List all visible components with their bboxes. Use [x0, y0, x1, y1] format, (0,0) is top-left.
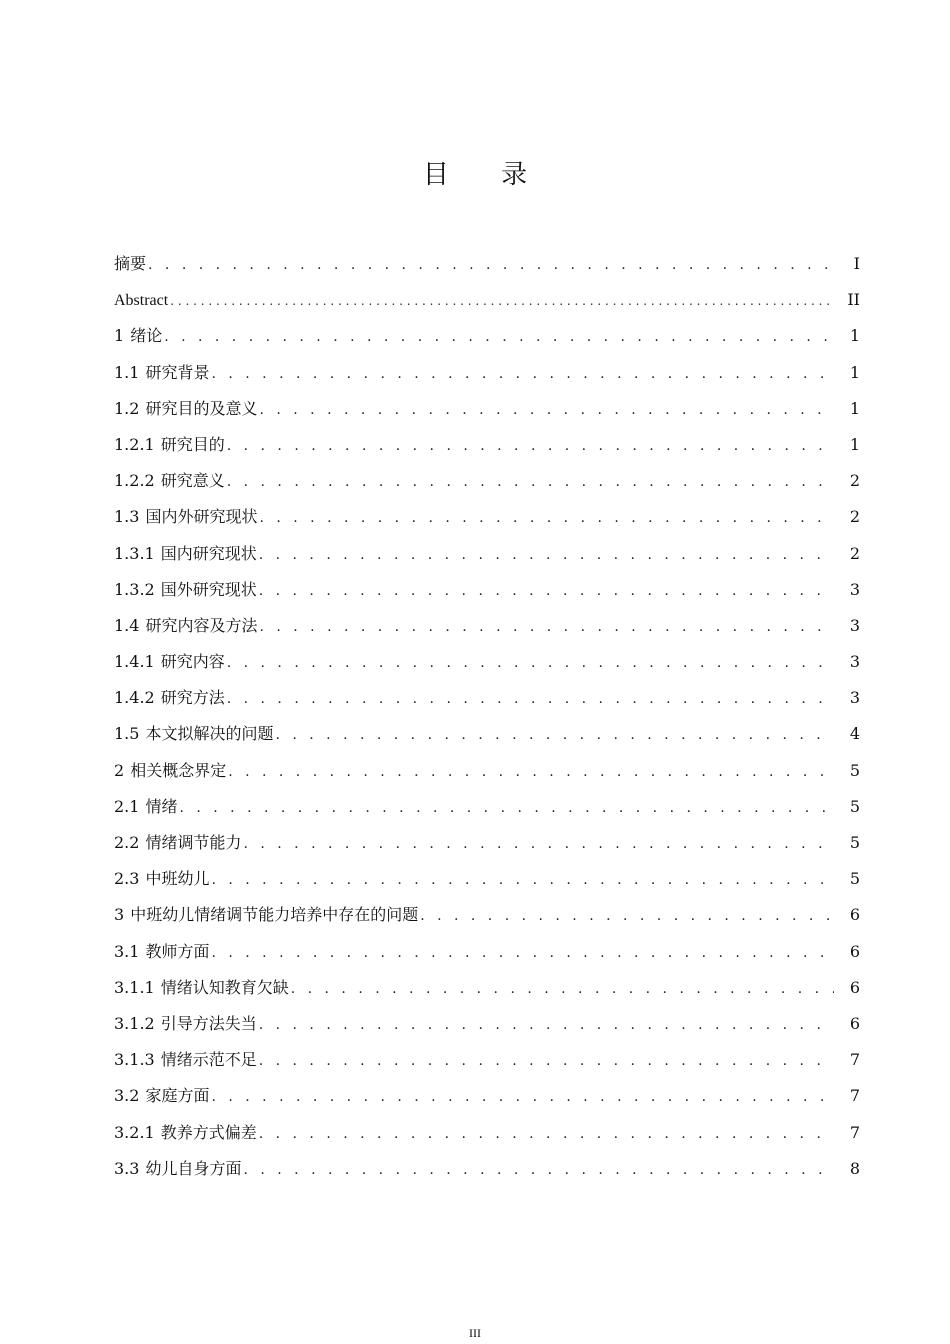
toc-dot-leader	[164, 319, 834, 355]
toc-entry[interactable]	[114, 825, 860, 861]
toc-entry-page: 3	[849, 688, 860, 708]
toc-entry[interactable]	[114, 1078, 860, 1114]
toc-entry[interactable]	[114, 246, 860, 282]
toc-entry-page: 1	[849, 398, 860, 418]
toc-entry-page: 6	[849, 977, 860, 997]
toc-entry-label: 本文拟解决的问题	[145, 724, 274, 744]
toc-entry-page: 5	[849, 833, 860, 852]
toc-entry-label: 国外研究现状	[160, 579, 257, 599]
toc-dot-leader	[179, 790, 834, 826]
toc-entry-number: 3.2.1	[114, 1122, 155, 1142]
toc-entry-number: 1.4.1	[114, 652, 155, 672]
toc-entry-label: 中班幼儿情绪调节能力培养中存在的问题	[130, 905, 419, 925]
toc-entry-label: 情绪	[145, 796, 178, 816]
toc-entry-number: 3	[114, 905, 125, 925]
toc-entry-number: 1	[114, 326, 125, 346]
toc-entry[interactable]	[114, 391, 860, 427]
toc-dot-leader	[228, 754, 834, 790]
toc-dot-leader	[243, 1152, 834, 1188]
toc-dot-leader	[259, 537, 834, 573]
toc-dot-leader	[259, 500, 834, 536]
toc-dot-leader	[211, 1079, 834, 1115]
toc-entry-label: 研究目的	[160, 434, 225, 454]
toc-entry-label: 绪论	[130, 326, 163, 346]
toc-entry[interactable]	[114, 680, 860, 716]
toc-entry-page: 7	[849, 1122, 860, 1142]
toc-entry-page: 5	[849, 869, 860, 889]
toc-entry-label: 研究目的及意义	[145, 398, 258, 418]
toc-entry-page: 3	[849, 579, 860, 599]
toc-entry-label: 幼儿自身方面	[145, 1158, 242, 1178]
toc-entry-label: 研究内容	[160, 652, 225, 672]
toc-entry[interactable]	[114, 1151, 860, 1187]
toc-dot-leader	[227, 464, 834, 500]
toc-entry-number: 1.4	[114, 615, 140, 635]
toc-entry-number: 1.5	[114, 724, 140, 744]
toc-entry-label: 研究意义	[160, 471, 225, 491]
toc-dot-leader	[259, 1007, 834, 1043]
toc-entry-number: 3.2	[114, 1086, 140, 1106]
toc-entry-label: Abstract	[114, 292, 169, 310]
toc-dot-leader	[227, 428, 834, 464]
toc-entry-label: 国内研究现状	[160, 543, 257, 563]
toc-entry[interactable]	[114, 644, 860, 680]
toc-entry-label: 教养方式偏差	[160, 1122, 257, 1142]
toc-entry-page: 4	[849, 724, 860, 744]
toc-entry-page: I	[853, 254, 860, 273]
toc-entry-page: 6	[849, 905, 860, 925]
toc-entry-label: 国内外研究现状	[145, 507, 258, 527]
toc-entry-page: 1	[849, 434, 860, 454]
toc-entry-label: 研究方法	[160, 688, 225, 708]
toc-entry-number: 2.1	[114, 796, 140, 816]
toc-entry-number: 3.3	[114, 1158, 140, 1178]
toc-entry[interactable]	[114, 1006, 860, 1042]
toc-entry-number: 3.1.2	[114, 1013, 155, 1033]
toc-entry-page: 2	[849, 471, 860, 491]
toc-entry-page: 5	[849, 796, 860, 816]
toc-entry-page: 2	[849, 543, 860, 563]
toc-entry-page: 1	[849, 362, 860, 382]
toc-entry-page: 8	[849, 1158, 860, 1178]
toc-entry[interactable]	[114, 427, 860, 463]
toc-entry[interactable]	[114, 355, 860, 391]
toc-entry-page: 2	[849, 507, 860, 527]
toc-entry-number: 3.1.1	[114, 977, 155, 997]
toc-dot-leader	[420, 898, 834, 934]
toc-entry[interactable]	[114, 861, 860, 897]
toc-entry-label: 摘要	[114, 254, 147, 273]
toc-entry-page: 6	[849, 1013, 860, 1033]
toc-dot-leader	[275, 717, 834, 753]
toc-entry-label: 家庭方面	[145, 1086, 210, 1106]
toc-entry-label: 中班幼儿	[145, 869, 210, 889]
toc-entry-number: 3.1.3	[114, 1050, 155, 1070]
toc-dot-leader	[211, 356, 834, 392]
toc-entry[interactable]	[114, 934, 860, 970]
toc-entry[interactable]	[114, 789, 860, 825]
toc-entry-label: 情绪调节能力	[145, 833, 242, 852]
toc-entry[interactable]	[114, 536, 860, 572]
page-number: III	[469, 1326, 481, 1340]
toc-entry-number: 2.3	[114, 869, 140, 889]
toc-dot-leader	[259, 1043, 834, 1079]
toc-entry-page: 7	[849, 1086, 860, 1106]
toc-dot-leader	[170, 283, 834, 319]
toc-entry-page: 6	[849, 941, 860, 961]
table-of-contents	[114, 246, 860, 1187]
toc-dot-leader	[291, 971, 834, 1007]
toc-entry-number: 2.2	[114, 833, 140, 852]
toc-dot-leader	[259, 392, 834, 428]
toc-entry-label: 情绪示范不足	[160, 1050, 257, 1070]
toc-entry[interactable]	[114, 897, 860, 933]
toc-dot-leader	[211, 935, 834, 971]
toc-entry-number: 1.2.2	[114, 471, 155, 491]
toc-entry[interactable]	[114, 716, 860, 752]
toc-entry-number: 1.1	[114, 362, 140, 382]
toc-entry[interactable]	[114, 499, 860, 535]
toc-entry-number: 1.2.1	[114, 434, 155, 454]
toc-entry[interactable]	[114, 1115, 860, 1151]
toc-entry[interactable]	[114, 282, 860, 318]
toc-entry-page: II	[847, 290, 860, 310]
toc-entry-page: 5	[849, 760, 860, 780]
toc-entry-number: 1.4.2	[114, 688, 155, 708]
toc-dot-leader	[243, 826, 834, 862]
toc-dot-leader	[259, 609, 834, 645]
toc-dot-leader	[211, 862, 834, 898]
toc-entry-page: 3	[849, 615, 860, 635]
toc-entry[interactable]	[114, 318, 860, 354]
toc-entry-number: 2	[114, 760, 125, 780]
toc-entry-label: 研究背景	[145, 362, 210, 382]
toc-entry[interactable]	[114, 608, 860, 644]
toc-entry-label: 情绪认知教育欠缺	[160, 977, 289, 997]
toc-entry[interactable]	[114, 572, 860, 608]
toc-entry-label: 研究内容及方法	[145, 615, 258, 635]
toc-entry-number: 1.3.1	[114, 543, 155, 563]
toc-entry-page: 7	[849, 1050, 860, 1070]
toc-entry-label: 教师方面	[145, 941, 210, 961]
toc-dot-leader	[227, 681, 834, 717]
toc-dot-leader	[227, 645, 834, 681]
toc-entry-label: 引导方法失当	[160, 1013, 257, 1033]
toc-entry-page: 3	[849, 652, 860, 672]
toc-entry-number: 1.3	[114, 507, 140, 527]
toc-entry-number: 3.1	[114, 941, 140, 961]
toc-dot-leader	[259, 573, 834, 609]
toc-entry[interactable]	[114, 463, 860, 499]
page-title: 目 录	[422, 160, 550, 190]
toc-entry-page: 1	[849, 326, 860, 346]
toc-dot-leader	[148, 247, 834, 283]
toc-entry-number: 1.2	[114, 398, 140, 418]
toc-entry[interactable]	[114, 753, 860, 789]
toc-dot-leader	[259, 1116, 834, 1152]
toc-entry[interactable]	[114, 970, 860, 1006]
toc-entry[interactable]	[114, 1042, 860, 1078]
toc-entry-number: 1.3.2	[114, 579, 155, 599]
toc-entry-label: 相关概念界定	[130, 760, 227, 780]
